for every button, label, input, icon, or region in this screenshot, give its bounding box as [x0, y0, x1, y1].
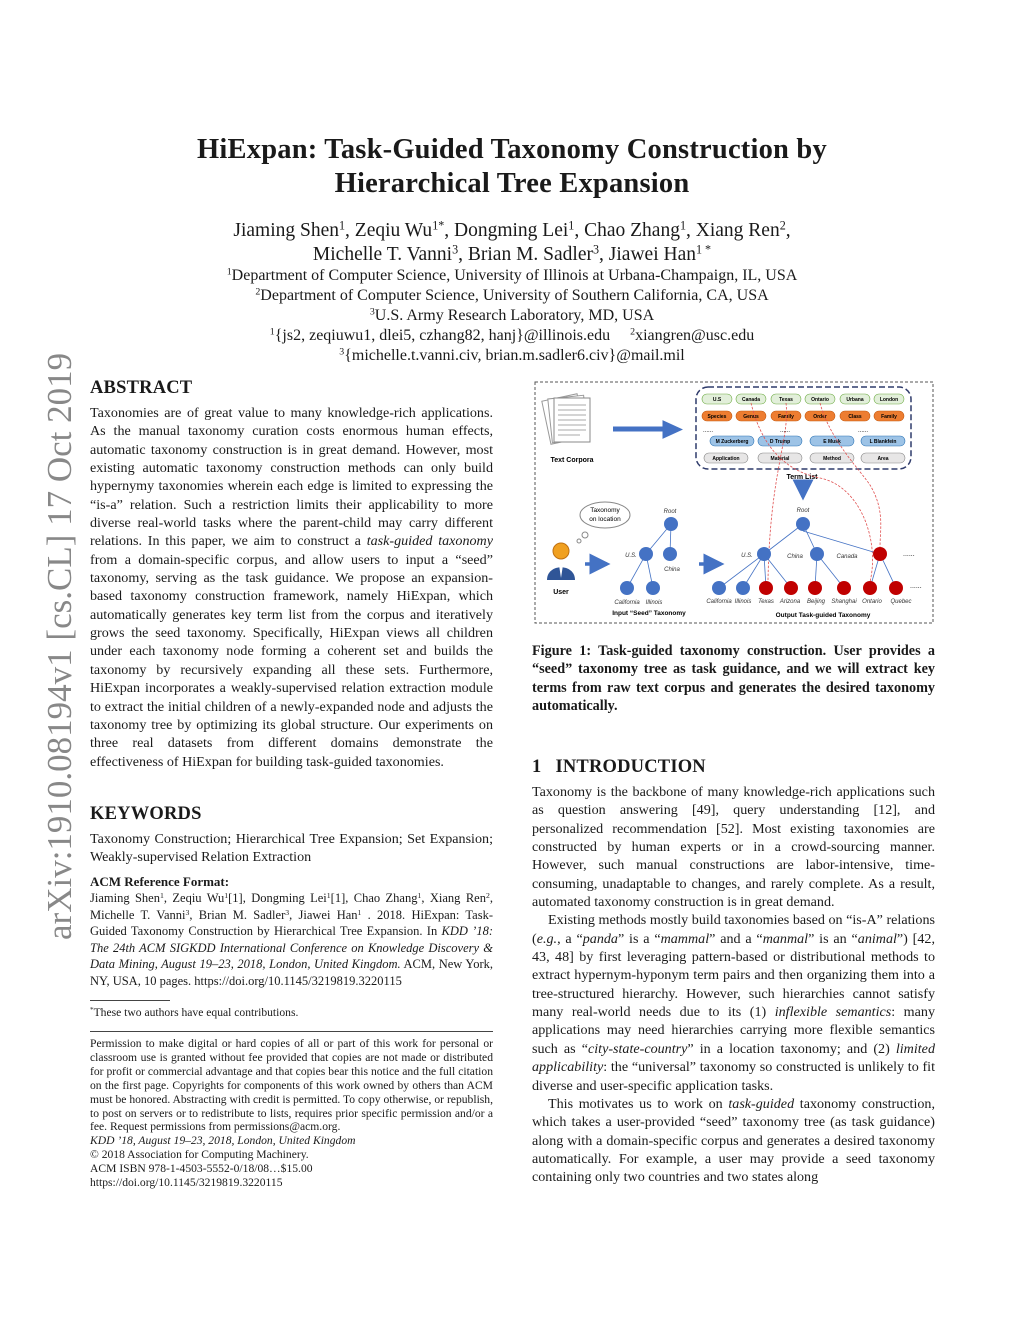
term-pill-label: Ontario	[811, 397, 829, 403]
permission-block	[90, 1037, 493, 1190]
output-leaf	[712, 581, 726, 595]
term-pill-label: M Zuckerberg	[715, 439, 749, 445]
text-run: Taxonomy Construction; Hierarchical Tree Expansion; Set Expansion; Weakly-supervised Relation Extraction	[90, 831, 493, 866]
isbn	[90, 1162, 493, 1176]
author-list	[100, 219, 924, 267]
text-run: [1], Dongming Lei	[228, 891, 327, 905]
output-china-label: China	[787, 554, 803, 560]
text-run: {js2, zeqiuwu1, dlei5, czhang82, hanj}@illinois.edu	[274, 327, 631, 344]
term-pill-label: Application	[712, 456, 740, 462]
introduction-section	[532, 757, 935, 1187]
seed-illinois-label: Illinois	[645, 600, 663, 606]
output-leaf	[837, 581, 851, 595]
superscript: 1	[326, 890, 331, 900]
text-run: ” is a “	[617, 930, 661, 947]
term-pill-label: U.S	[712, 397, 722, 403]
superscript: 1	[357, 907, 362, 917]
superscript: 1	[679, 218, 686, 233]
doi-link[interactable]	[90, 1176, 493, 1190]
footnote-rule	[90, 1000, 170, 1001]
authors-line-1	[100, 219, 924, 243]
section-number: 1	[532, 757, 542, 777]
copyright	[90, 1148, 493, 1162]
output-node-us	[757, 547, 771, 561]
output-root-label: Root	[796, 508, 810, 514]
superscript: 3	[452, 242, 459, 257]
term-pill-label: E Musk	[823, 439, 841, 445]
text-run: . 2018. HiExpan: Task-Guided Taxonomy Construction by Hierarchical Tree Expansion. In	[90, 907, 493, 939]
superscript: 1	[226, 266, 232, 278]
output-taxonomy-label: Output Task-guided Taxonomy	[775, 612, 871, 619]
paper-title	[100, 133, 924, 201]
thought-text-2: on location	[589, 516, 621, 523]
italic-text: animal	[857, 930, 897, 947]
affiliation-1	[100, 266, 924, 286]
text-corpora-label: Text Corpora	[550, 457, 594, 464]
text-run: ACM ISBN 978-1-4503-5552-0/18/08…$15.00	[90, 1162, 313, 1176]
text-run: Department of Computer Science, University of Illinois at Urbana-Champaign, IL, USA	[231, 267, 798, 284]
italic-text: KDD ’18: The 24th ACM SIGKDD International Conference on Knowledge Discovery & Data Mining, August 19–23, 2018, London, United Kingdom.	[90, 924, 493, 972]
text-run: ” and a “	[709, 930, 763, 947]
seed-root-label: Root	[663, 509, 677, 515]
term-pill-label: Texas	[779, 397, 793, 403]
text-run: Taxonomies are of great value to many knowledge-rich applications. As the manual taxonomy curation costs enormous human effects, automatic taxonomy construction is in great demand. However, most existing automatic taxonomy construction methods can only build hypernymy taxonomies wherein each edge is limited to expressing the “is-a” relation. Such a restriction limits their applicability to more diverse real-world tasks where the parent-child may carry different relations. In this paper, we aim to construct a	[90, 405, 493, 550]
term-pill-label: Family	[778, 414, 794, 420]
superscript: 1	[269, 326, 275, 338]
term-list-label: Term List	[786, 474, 818, 481]
footnote	[90, 1006, 493, 1020]
term-pills	[702, 394, 905, 463]
superscript: 1	[224, 890, 229, 900]
abstract-heading: ABSTRACT	[90, 378, 193, 398]
superscript: 3	[593, 242, 600, 257]
text-run: ” is an “	[808, 930, 858, 947]
text-run: https://doi.org/10.1145/3219819.3220115	[90, 1176, 283, 1190]
term-pill-label: Species	[707, 414, 727, 420]
term-pill-label: London	[879, 397, 899, 403]
thought-bubble-icon	[577, 502, 630, 543]
user-label: User	[553, 589, 569, 596]
figure-caption	[532, 642, 935, 716]
title-line-1: HiExpan: Task-Guided Taxonomy Construction by	[197, 134, 827, 165]
superscript: 1	[417, 890, 422, 900]
affiliation-3	[100, 306, 924, 326]
text-run: Existing methods mostly build taxonomies based on “is-A” relations (	[532, 912, 935, 947]
term-pill-label: Area	[877, 456, 889, 462]
arxiv-id-text: arXiv:1910.08194v1 [cs.CL] 17 Oct 2019	[40, 352, 79, 940]
text-run: Permission to make digital or hard copies of all or part of this work for personal or classroom use is granted without fee provided that copies are not made or distributed for profit or commercial advantage and that copies bear this notice and the full citation on the first page. Copyrights for components of this work owned by others than ACM must be honored. Abstracting with credit is permitted. To copy otherwise, or republish, to post on servers or to redistribute to lists, requires prior specific permission and/or a fee. Request permissions from permissions@acm.org.	[90, 1037, 493, 1134]
leaf-label: California	[706, 599, 732, 605]
italic-text: mammal	[660, 930, 710, 947]
seed-node-california	[620, 581, 634, 595]
text-run: , Michelle T. Vanni	[90, 891, 493, 922]
text-run: © 2018 Association for Computing Machinery.	[90, 1148, 309, 1162]
text-run: , Brian M. Sadler	[458, 244, 593, 265]
section-title: INTRODUCTION	[555, 757, 706, 777]
output-leaf	[759, 581, 773, 595]
text-run: taxonomy construction, which takes a user-provided “seed” taxonomy tree (as task guidance) along with a domain-specific corpus and generates a desired taxonomy automatically. For example, a user may provide a seed taxonomy containing only two countries and two states along	[532, 1095, 935, 1186]
leaf-label: Illinois	[734, 599, 752, 605]
output-us-label: U.S.	[741, 553, 753, 559]
emails-1	[100, 326, 924, 346]
text-run: [1], Chao Zhang	[330, 891, 418, 905]
documents-icon	[542, 394, 590, 445]
permission-rule	[90, 1031, 493, 1032]
superscript: 3	[339, 346, 345, 358]
ellipsis: ......	[858, 428, 869, 434]
leaf-label: Ontario	[862, 599, 882, 605]
ellipsis: ......	[903, 551, 915, 558]
superscript: 2	[255, 286, 261, 298]
text-run: Figure 1: Task-guided taxonomy construction. User provides a “seed” taxonomy tree as task guidance, and we will extract key terms from raw text corpus and generates the desired taxonomy automatically.	[532, 643, 935, 715]
seed-node-us	[639, 547, 653, 561]
leaf-label: Arizona	[779, 599, 801, 605]
acm-reference-section	[90, 873, 493, 990]
text-run: , Jiawei Han	[599, 244, 696, 265]
leaf-label: Texas	[758, 599, 774, 605]
superscript: 2	[630, 326, 636, 338]
text-run: Taxonomy is the backbone of many knowledge-rich applications such as question answering [49], query understanding [12], and personalized recommendation [52]. Most existing taxonomies are constructed by human experts or in a crowd-sourcing manner. However, such manual constructions are labor-intensive, time-consuming, unadaptable to changes, and rarely complete. As a result, automated taxonomy construction is in great demand.	[532, 784, 935, 911]
text-run: ” in a location taxonomy; and (2)	[687, 1040, 896, 1057]
italic-text: task-guided	[728, 1095, 795, 1112]
text-run: , Brian M. Sadler	[189, 907, 286, 922]
seed-taxonomy-label: Input “Seed” Taxonomy	[612, 610, 686, 617]
emails-2	[100, 346, 924, 366]
output-leaf	[784, 581, 798, 595]
output-leaf	[808, 581, 822, 595]
text-run: Michelle T. Vanni	[312, 244, 453, 265]
italic-text: manmal	[762, 930, 809, 947]
ellipsis: ......	[910, 583, 922, 590]
output-leaf	[863, 581, 877, 595]
text-run: : the “universal” taxonomy so constructed is unlikely to fit diverse and user-specific application tasks.	[532, 1059, 935, 1094]
italic-text: limited applicability	[532, 1040, 935, 1076]
leaf-label: Beijing	[806, 599, 826, 605]
keywords-heading: KEYWORDS	[90, 804, 202, 824]
acm-reference-body	[90, 890, 493, 990]
text-run: Department of Computer Science, University of Southern California, CA, USA	[260, 287, 769, 304]
text-run: This motivates us to work on	[548, 1095, 729, 1112]
conference-info	[90, 1134, 493, 1148]
output-node-china	[810, 547, 824, 561]
text-run: : many applications may need hierarchies carrying more flexible semantics such as “	[532, 1004, 935, 1057]
thought-text-1: Taxonomy	[590, 507, 620, 514]
intro-paragraph-3	[532, 1095, 935, 1187]
authors-line-2	[100, 243, 924, 267]
ellipsis: ......	[703, 428, 714, 434]
text-run: U.S. Army Research Laboratory, MD, USA	[374, 307, 655, 324]
text-run: Jiaming Shen	[233, 220, 339, 241]
superscript: 1*	[432, 218, 445, 233]
superscript: 3	[369, 306, 375, 318]
text-run: , Dongming Lei	[444, 220, 569, 241]
seed-china-label: China	[664, 567, 680, 573]
text-run: , a “	[557, 930, 583, 947]
term-pill-label: Order	[813, 414, 827, 420]
output-canada-label: Canada	[836, 554, 858, 560]
abstract-section	[90, 378, 493, 771]
seed-us-label: U.S.	[625, 553, 637, 559]
text-run: , Xiang Ren	[686, 220, 780, 241]
keywords-section	[90, 804, 493, 867]
output-leaf	[889, 581, 903, 595]
term-pill-label: Family	[881, 414, 897, 420]
text-run: {michelle.t.vanni.civ, brian.m.sadler6.civ}@mail.mil	[344, 347, 685, 364]
text-run: ”) [42, 43, 48] by first leveraging pattern-based or distributional methods to extract hypernym-hyponym term pairs and then organizing them into a tree-structured hierarchy. However, such hierarchies cannot satisfy many real-world needs due to its (1)	[532, 930, 935, 1021]
term-pill-label: Class	[848, 414, 862, 420]
title-line-2: Hierarchical Tree Expansion	[334, 168, 690, 199]
affiliation-2	[100, 286, 924, 306]
text-run: from a domain-specific corpus, and allow users to input a “seed” taxonomy, serving as the task guidance. We propose an expansion-based taxonomy construction framework, namely HiExpan, which automatically generates key term list from the corpus and iteratively grows the seed taxonomy. Specifically, HiExpan views all children under each taxonomy node forming a coherent set and builds the taxonomy by recursively expanding all these sets. Furthermore, HiExpan incorporates a weakly-supervised relation extraction module to extract the initial children of a newly-expanded node and adjusts the taxonomy tree by optimizing its global structure. Our experiments on three real datasets from different domains demonstrate the effectiveness of HiExpan for building task-guided taxonomies.	[90, 551, 493, 770]
leaf-label: Quebec	[890, 599, 912, 605]
italic-text: panda	[582, 930, 618, 947]
text-run: Jiaming Shen	[90, 891, 160, 905]
italic-text: city-state-country	[587, 1040, 688, 1057]
text-run: , Zeqiu Wu	[163, 891, 225, 905]
superscript: 2	[485, 890, 490, 900]
italic-text: task-guided taxonomy	[366, 533, 493, 550]
affiliations	[100, 266, 924, 366]
text-run: , Chao Zhang	[574, 220, 680, 241]
superscript: 1	[159, 890, 164, 900]
text-run: ACM, New York, NY, USA, 10 pages. https://doi.org/10.1145/3219819.3220115	[90, 957, 493, 988]
seed-california-label: California	[614, 600, 640, 606]
abstract-body	[90, 404, 493, 771]
intro-paragraph-2	[532, 911, 935, 1094]
text-run: ,	[785, 220, 791, 241]
term-pill-label: Genus	[743, 414, 759, 420]
permission-text	[90, 1037, 493, 1134]
superscript: 3	[285, 907, 290, 917]
keywords-body	[90, 830, 493, 867]
superscript: 1	[568, 218, 575, 233]
term-pill-label: Urbana	[846, 397, 864, 403]
introduction-heading	[532, 757, 935, 778]
figure-1	[534, 381, 934, 625]
superscript: *	[90, 1006, 94, 1015]
italic-text: inflexible semantics	[774, 1004, 892, 1021]
term-pill-label: D Trump	[769, 439, 791, 445]
output-leaf	[736, 581, 750, 595]
output-node-canada	[873, 547, 887, 561]
text-run: , Zeqiu Wu	[345, 220, 433, 241]
superscript: 2	[779, 218, 786, 233]
term-pill-label: Method	[823, 456, 841, 462]
user-icon	[547, 543, 575, 580]
term-pill-label: Material	[770, 456, 790, 462]
intro-paragraph-1	[532, 783, 935, 911]
output-node-root	[796, 517, 810, 531]
arrow-right-icon	[613, 424, 677, 435]
text-run: , Jiawei Han	[289, 907, 358, 922]
acm-reference-heading: ACM Reference Format:	[90, 874, 230, 889]
leaf-label: Shanghai	[831, 599, 857, 605]
italic-text: e.g.	[536, 930, 558, 947]
superscript: 3	[185, 907, 190, 917]
superscript: 1 *	[695, 242, 712, 257]
seed-node-root	[664, 517, 678, 531]
arxiv-watermark	[20, 352, 79, 940]
term-pill-label: L Blankfein	[869, 439, 897, 445]
term-pill-label: Canada	[741, 397, 761, 403]
ellipsis: ......	[780, 428, 791, 434]
text-run: , Xiang Ren	[421, 891, 486, 905]
text-run: These two authors have equal contributions.	[93, 1006, 299, 1019]
superscript: 1	[339, 218, 346, 233]
italic-text: KDD ’18, August 19–23, 2018, London, United Kingdom	[90, 1134, 356, 1148]
text-run: xiangren@usc.edu	[635, 327, 755, 344]
seed-node-china	[663, 547, 677, 561]
seed-node-illinois	[646, 581, 660, 595]
